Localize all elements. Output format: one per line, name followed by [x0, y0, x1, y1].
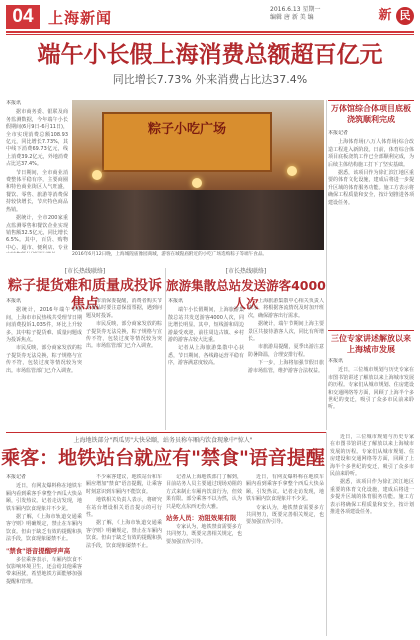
- sidebar-paragraph: 近日，三位城市规划与历史专家在市图书馆讲述了解放以来上海城市发展的历程。专家们从城市规划、住房建设和交通网络等方面，回顾了上海半个多世纪的变迁，吸引了众多市民前来聆听。: [328, 367, 414, 411]
- left-story-column: [6, 298, 82, 428]
- sidebar-byline: 本报记者: [328, 130, 349, 136]
- mid-story-paragraph: 据统计，端午节期间上海主要景区共接待游客人次，同比有所增长。: [248, 321, 324, 343]
- photo-sign: 粽子小吃广场: [147, 122, 226, 137]
- mid-story-byline: 本报讯: [168, 298, 184, 304]
- bottom-column-1: [6, 474, 82, 636]
- header-rule: [6, 31, 414, 33]
- mid-story-column-2: [248, 298, 324, 428]
- bottom-paragraph: 记者从上海地铁部门了解到，目前站务人员主要通过现场劝阻的方式来制止车厢内饮食行为，但效果有限。部分乘客不以为然，认为只是吃点东西无伤大雅。: [166, 474, 242, 510]
- bottom-story-headline: 乘客：地铁站台就应有"禁食"语音提醒: [1, 447, 325, 469]
- main-story-column: [6, 100, 68, 253]
- mid-story-column: [168, 298, 244, 428]
- brand-text: 新: [378, 8, 392, 23]
- mid-story-headline: 旅游集散总站发送游客4000人次: [166, 278, 326, 311]
- photo-crowd: [72, 190, 324, 250]
- bottom-column-3: [166, 474, 242, 636]
- bottom-paragraph: 近日，有网友爆料称在地铁车厢内看到乘客手拿整个西瓜大快朵颐，引发热议。记者走访发现，地铁车厢内饮食现象并不少见。: [246, 474, 324, 503]
- sidebar-second-headline: 三位专家讲述解放以来上海城市发展: [331, 334, 411, 354]
- masthead-brand: [354, 4, 414, 28]
- bottom-paragraph: 据了解，《上海市轨道交通乘客守则》明确规定，禁止在车厢内饮食。但由于缺乏有效的提醒和执法手段，饮食现象屡禁不止。: [6, 514, 82, 543]
- left-story-paragraph: 市民反映，部分商家发放的粽子提货券无法兑换，粽子规格与宣传不符，包装过度等情况较为突出。市场监管部门已介入调查。: [6, 345, 82, 374]
- photo-lantern: [192, 178, 202, 188]
- mid-story-kicker: [市长热线联络]: [225, 268, 267, 275]
- page-header: [0, 0, 420, 36]
- bottom-column-2: [86, 474, 162, 636]
- photo-lantern: [287, 166, 297, 176]
- bottom-paragraph: 近日，有网友爆料称在地铁车厢内看到乘客手拿整个西瓜大快朵颐，引发热议。记者走访发现，地铁车厢内饮食现象并不少见。: [6, 483, 82, 512]
- section-title: 上海新闻: [48, 9, 113, 27]
- sidebar-paragraph: 上海体育场(八万人体育场)综合改造工程进入新阶段。日前，体育综合体项目底板浇筑工作已全部顺利完成，为后续主体结构施工打下了坚实基础。: [328, 139, 414, 168]
- left-story-byline: 本报讯: [6, 298, 22, 304]
- main-paragraph: 节日期间，全市商业消费整体平稳有序，主要商圈和特色商业街区人气旺盛，餐饮、零售、旅游等消费保持较快增长，节庆特色商品热销。: [6, 169, 68, 213]
- bottom-paragraph: 专家认为，地铁禁食需要多方共同努力，既要完善相关规定，也要加强宣传引导。: [166, 524, 242, 545]
- main-paragraph: 据市商务委、银联及商务监测数据，今年端午小长假期间(6月9日-6月11日)，全市实现消费总额108.93亿元，同比增长7.73%，其中线下消费69.73亿元，线上消费39.2亿元，外地消费占比达37.4%。: [6, 109, 68, 168]
- sidebar-paragraph: 据悉，该项目作为徐汇滨江地区重要的体育文化设施，建成后将进一步提升区域的体育服务功能。施工方表示将确保工程质量和安全，按计划推进各项建设任务。: [328, 170, 414, 206]
- bottom-section-label-2: 站务人员：劝阻效果有限: [166, 514, 237, 523]
- sidebar-second-column: [328, 358, 414, 430]
- main-paragraph: 据统计，全市200家重点监测零售和餐饮企业实现销售额32.5亿元，同比增长6.5%。其中，百货、购物中心、超市、便利店、专业: [6, 215, 68, 251]
- sidebar-continued-column: [330, 434, 414, 636]
- main-byline: 本报讯: [6, 100, 22, 106]
- photo-lantern: [92, 170, 102, 180]
- bottom-section-label: "禁食"语音提醒呼声高: [6, 546, 71, 555]
- left-story-paragraph: 市民反映，部分商家发放的粽子提货券无法兑换，粽子规格与宣传不符，包装过度等情况较为突出。市场监管部门已介入调查。: [86, 321, 162, 350]
- column-divider: [165, 268, 166, 430]
- sidebar-rule: [328, 100, 414, 101]
- issue-date: 2016.6.13 星期一 编辑 唐 新 美 编: [270, 6, 321, 21]
- brand-badge: 民: [396, 7, 414, 25]
- bottom-paragraph: 不少乘客建议，地铁站台和车厢应增加"禁食"语音提醒，让乘客时刻意识到车厢内不能饮食。: [86, 474, 162, 495]
- bottom-paragraph: 据了解，《上海市轨道交通乘客守则》明确规定，禁止在车厢内饮食。但由于缺乏有效的提醒和执法手段，饮食现象屡禁不止。: [86, 520, 162, 549]
- left-story-paragraph: 市消保委提醒，消费者购买节令食品时要注意保留票据，遇到问题及时投诉。: [86, 298, 162, 319]
- news-photo: [72, 100, 324, 250]
- mid-story-paragraph: 上海旅游集散中心相关负责人表示，将根据客流情况及时加开班次，确保游客出行需求。: [248, 298, 324, 319]
- photo-shopfront: [102, 112, 272, 172]
- mid-story-paragraph: 记者从上海旅游集散中心获悉，节日期间，各线路运营平稳有序，游客满意度较高。: [168, 345, 244, 367]
- sidebar-paragraph: 近日，三位城市规划与历史专家在市图书馆讲述了解放以来上海城市发展的历程。专家们从城市规划、住房建设和交通网络等方面，回顾了上海半个多世纪的变迁，吸引了众多市民前来聆听。: [330, 434, 414, 478]
- bottom-story-kicker: 上海地铁部分"西瓜男"大快朵颐，站务员称车厢内饮食现象中"惊人": [73, 437, 253, 444]
- bottom-column-4: [246, 474, 324, 636]
- sidebar-headline: 万体馆综合体项目底板浇筑顺利完成: [331, 104, 411, 124]
- left-story-headline: 粽子提货难和质量成投诉焦点: [8, 278, 162, 312]
- page-number: 04: [6, 5, 40, 29]
- sidebar: [328, 100, 414, 430]
- header-rule-thin: [6, 34, 414, 35]
- sidebar-second-byline: 本报讯: [328, 358, 344, 364]
- bottom-paragraph: 地铁相关负责人表示，将研究在站台增设相关语音提示的可行性。: [86, 497, 162, 519]
- bottom-paragraph: 多位乘客表示，车厢内饮食不仅影响环境卫生，还会给其他乘客带来困扰，希望地铁方面能够加强提醒和管理。: [6, 556, 82, 585]
- main-headline: 端午小长假上海消费总额超百亿元: [37, 42, 383, 68]
- sidebar-paragraph: 据悉，该项目作为徐汇滨江地区重要的体育文化设施，建成后将进一步提升区域的体育服务功能。施工方表示将确保工程质量和安全，按计划推进各项建设任务。: [330, 479, 414, 516]
- sidebar-rule: [328, 330, 414, 331]
- column-divider: [326, 100, 327, 430]
- mid-story-paragraph: 市旅游局提醒，夏季出游注意防暑降温，合理安排行程。: [248, 344, 324, 358]
- mid-story-paragraph: 下一步，上海将加强节假日旅游市场监管，维护游客合法权益。: [248, 360, 324, 374]
- bottom-paragraph: 专家认为，地铁禁食需要多方共同努力，既要完善相关规定，也要加强宣传引导。: [246, 504, 324, 526]
- photo-caption: 2016年6月12日晚，上海城隍庙豫园商城，游客在城隍庙附近的小吃广场选购粽子等端午食品。: [72, 252, 268, 257]
- bottom-byline: 本报记者: [6, 474, 27, 480]
- column-divider: [326, 432, 327, 636]
- sidebar-column: [328, 130, 414, 328]
- mid-story-paragraph: 端午小长假期间，上海旅游集散总站共发送游客4000人次，同比增长明显。其中，短线游和周边游最受欢迎，前往周边古镇、乡村游的游客占较大比重。: [168, 307, 244, 344]
- left-story-paragraph: 据统计，2016年端午节期间，上海市市民热线共受理节日期间消费投诉1,035件，环比上升较多，其中粽子提货难、质量问题成为投诉焦点。: [6, 307, 82, 344]
- left-story-kicker: [市长热线联络]: [64, 268, 106, 275]
- bottom-story-rule: [6, 432, 326, 433]
- main-subhead: 同比增长7.73% 外来消费占比达37.4%: [112, 73, 308, 86]
- left-story-column-2: [86, 298, 162, 428]
